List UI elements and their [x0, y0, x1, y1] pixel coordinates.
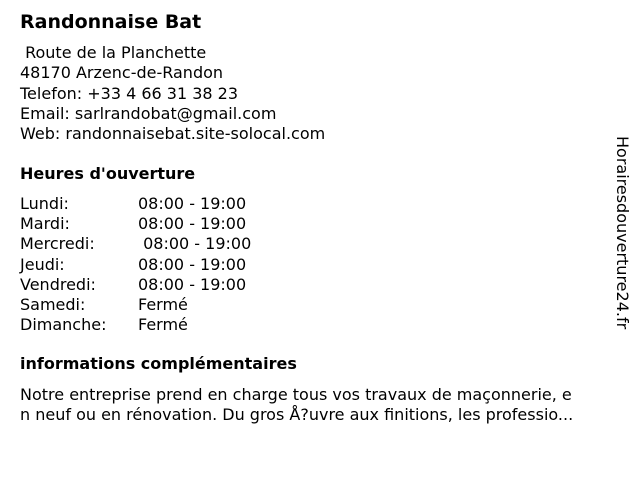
- opening-hours-heading: Heures d'ouverture: [20, 164, 196, 183]
- day-hours: 08:00 - 19:00: [138, 194, 247, 213]
- day-hours: Fermé: [138, 315, 188, 335]
- day-hours: 08:00 - 19:00: [138, 254, 247, 274]
- description-line: Notre entreprise prend en charge tous vos travaux de maçonnerie, e: [20, 385, 572, 404]
- contact-block: [20, 43, 325, 144]
- site-watermark: Horairesdouverture24.fr: [613, 136, 632, 330]
- day-label: Dimanche:: [20, 315, 107, 335]
- hours-row-thursday: [20, 255, 251, 275]
- additional-info-heading: informations complémentaires: [20, 354, 297, 373]
- day-label: Jeudi:: [20, 254, 65, 274]
- phone-number: Telefon: +33 4 66 31 38 23: [20, 83, 239, 103]
- day-label: Vendredi:: [20, 274, 96, 294]
- day-label: Mercredi:: [20, 234, 95, 254]
- day-label: Lundi:: [20, 194, 69, 213]
- opening-hours-table: [20, 194, 251, 335]
- hours-row-sunday: [20, 315, 251, 335]
- day-label: Samedi:: [20, 295, 86, 315]
- day-hours: 08:00 - 19:00: [138, 234, 252, 254]
- email-address: Email: sarlrandobat@gmail.com: [20, 103, 277, 123]
- description-line: n neuf ou en rénovation. Du gros Å?uvre aux finitions, les professio...: [20, 405, 574, 424]
- hours-row-wednesday: [20, 234, 251, 254]
- hours-row-friday: [20, 275, 251, 295]
- hours-row-saturday: [20, 295, 251, 315]
- hours-row-tuesday: [20, 214, 251, 234]
- day-hours: 08:00 - 19:00: [138, 214, 247, 234]
- website-address: Web: randonnaisebat.site-solocal.com: [20, 124, 326, 144]
- day-hours: Fermé: [138, 295, 188, 315]
- business-description: [20, 385, 635, 425]
- city-address: 48170 Arzenc-de-Randon: [20, 63, 224, 83]
- day-label: Mardi:: [20, 214, 70, 234]
- street-address: Route de la Planchette: [20, 43, 207, 62]
- hours-row-monday: [20, 194, 251, 214]
- business-name: Randonnaise Bat: [20, 11, 202, 33]
- day-hours: 08:00 - 19:00: [138, 274, 247, 294]
